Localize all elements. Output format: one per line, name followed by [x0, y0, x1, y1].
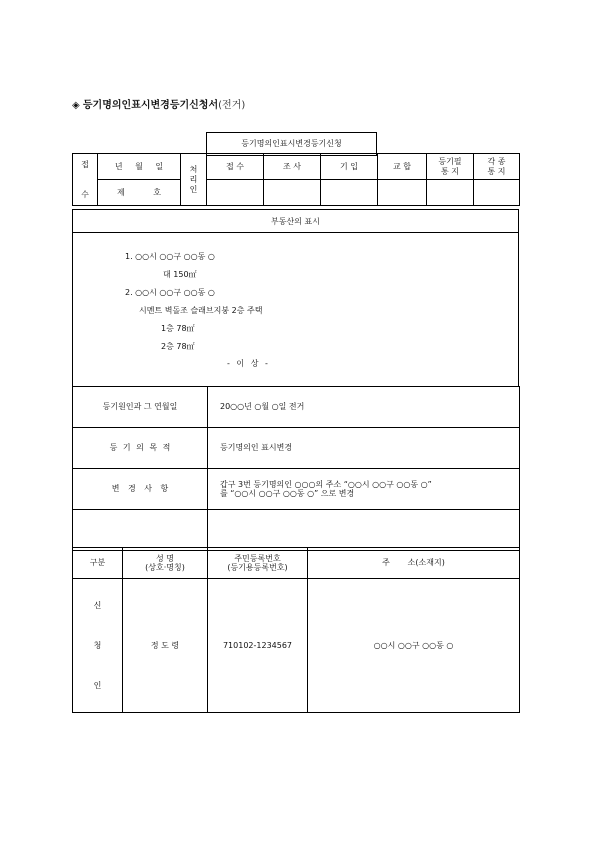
title-main: 등기명의인표시변경등기신청서 — [82, 100, 219, 111]
number-label-cell: 제 호 — [98, 180, 181, 206]
property-line: 시멘트 벽돌조 슬래브지붕 2층 주택 — [139, 306, 263, 315]
applicant-header-address-label: 주 소(소재지) — [382, 558, 445, 568]
title-suffix: (전거) — [218, 100, 246, 111]
applicant-id-number[interactable]: 710102-1234567 — [208, 579, 308, 713]
applicant-address[interactable]: ○○시 ○○구 ○○동 ○ — [308, 579, 520, 713]
processor-label-cell — [181, 154, 207, 206]
info-value-empty[interactable] — [208, 510, 520, 551]
property-line: 대 150㎡ — [163, 270, 197, 279]
cell-registration-notice[interactable] — [427, 180, 474, 206]
info-label-empty — [73, 510, 208, 551]
document-title — [72, 96, 245, 111]
property-line: 1. ○○시 ○○구 ○○동 ○ — [125, 252, 215, 261]
info-label-cause-date: 등기원인과 그 연월일 — [73, 387, 208, 428]
applicant-header-id — [208, 548, 308, 579]
info-label-purpose: 등 기 의 목 적 — [73, 428, 208, 469]
applicant-role-char: 신 — [93, 600, 102, 610]
applicant-role-char: 청 — [93, 640, 102, 650]
applicant-role-char: 인 — [93, 680, 102, 690]
info-value-changes-text: 갑구 3번 등기명의인 ○○○의 주소 “○○시 ○○구 ○○동 ○” 를 “○○시 ○○구 ○○동 ○” 으로 변경 — [220, 479, 432, 498]
date-label-cell: 년 월 일 — [98, 154, 181, 180]
property-line: 2. ○○시 ○○구 ○○동 ○ — [125, 288, 215, 297]
cell-receipt-check[interactable] — [207, 180, 264, 206]
col-inspection: 조 사 — [264, 154, 321, 180]
applicant-header-type: 구분 — [73, 548, 123, 579]
property-line: 1층 78㎡ — [161, 324, 195, 333]
cell-entry[interactable] — [321, 180, 378, 206]
property-body — [72, 232, 519, 387]
cell-verification[interactable] — [378, 180, 427, 206]
property-end-marker: - 이 상 - — [227, 359, 268, 368]
col-registration-notice-label: 등기필 통 지 — [438, 157, 462, 176]
form-header-section-title: 등기명의인표시변경등기신청 — [207, 133, 377, 156]
property-header: 부동산의 표시 — [72, 209, 519, 233]
receipt-label-cell — [73, 154, 98, 206]
receipt-char: 접 — [81, 159, 89, 169]
info-label-changes: 변 경 사 항 — [73, 469, 208, 510]
col-verification: 교 합 — [378, 154, 427, 180]
col-various-notice — [474, 154, 520, 180]
applicant-table — [72, 547, 520, 713]
applicant-header-name-label: 성 명 (상호·명칭) — [145, 553, 185, 572]
registration-info-table — [72, 386, 520, 551]
applicant-header-address — [308, 548, 520, 579]
applicant-header-id-label: 주민등록번호 (등기용등록번호) — [227, 553, 288, 572]
cell-various-notice[interactable] — [474, 180, 520, 206]
applicant-header-name — [123, 548, 208, 579]
processor-char: 리 — [189, 174, 198, 184]
cell-inspection[interactable] — [264, 180, 321, 206]
form-header-table — [72, 153, 520, 206]
processor-char: 처 — [189, 164, 198, 174]
applicant-name[interactable]: 정 도 령 — [123, 579, 208, 713]
info-value-cause-date[interactable]: 20○○년 ○월 ○일 전거 — [208, 387, 520, 428]
diamond-marker-icon: ◈ — [72, 100, 80, 111]
property-line: 2층 78㎡ — [161, 342, 195, 351]
info-value-changes[interactable] — [208, 469, 520, 510]
info-value-purpose[interactable]: 등기명의인 표시변경 — [208, 428, 520, 469]
col-entry: 기 입 — [321, 154, 378, 180]
col-various-notice-label: 각 종 통 지 — [487, 157, 506, 176]
receipt-char: 수 — [81, 189, 89, 199]
applicant-role-cell — [73, 579, 123, 713]
col-registration-notice — [427, 154, 474, 180]
col-receipt-check: 접 수 — [207, 154, 264, 180]
processor-char: 인 — [189, 184, 198, 194]
